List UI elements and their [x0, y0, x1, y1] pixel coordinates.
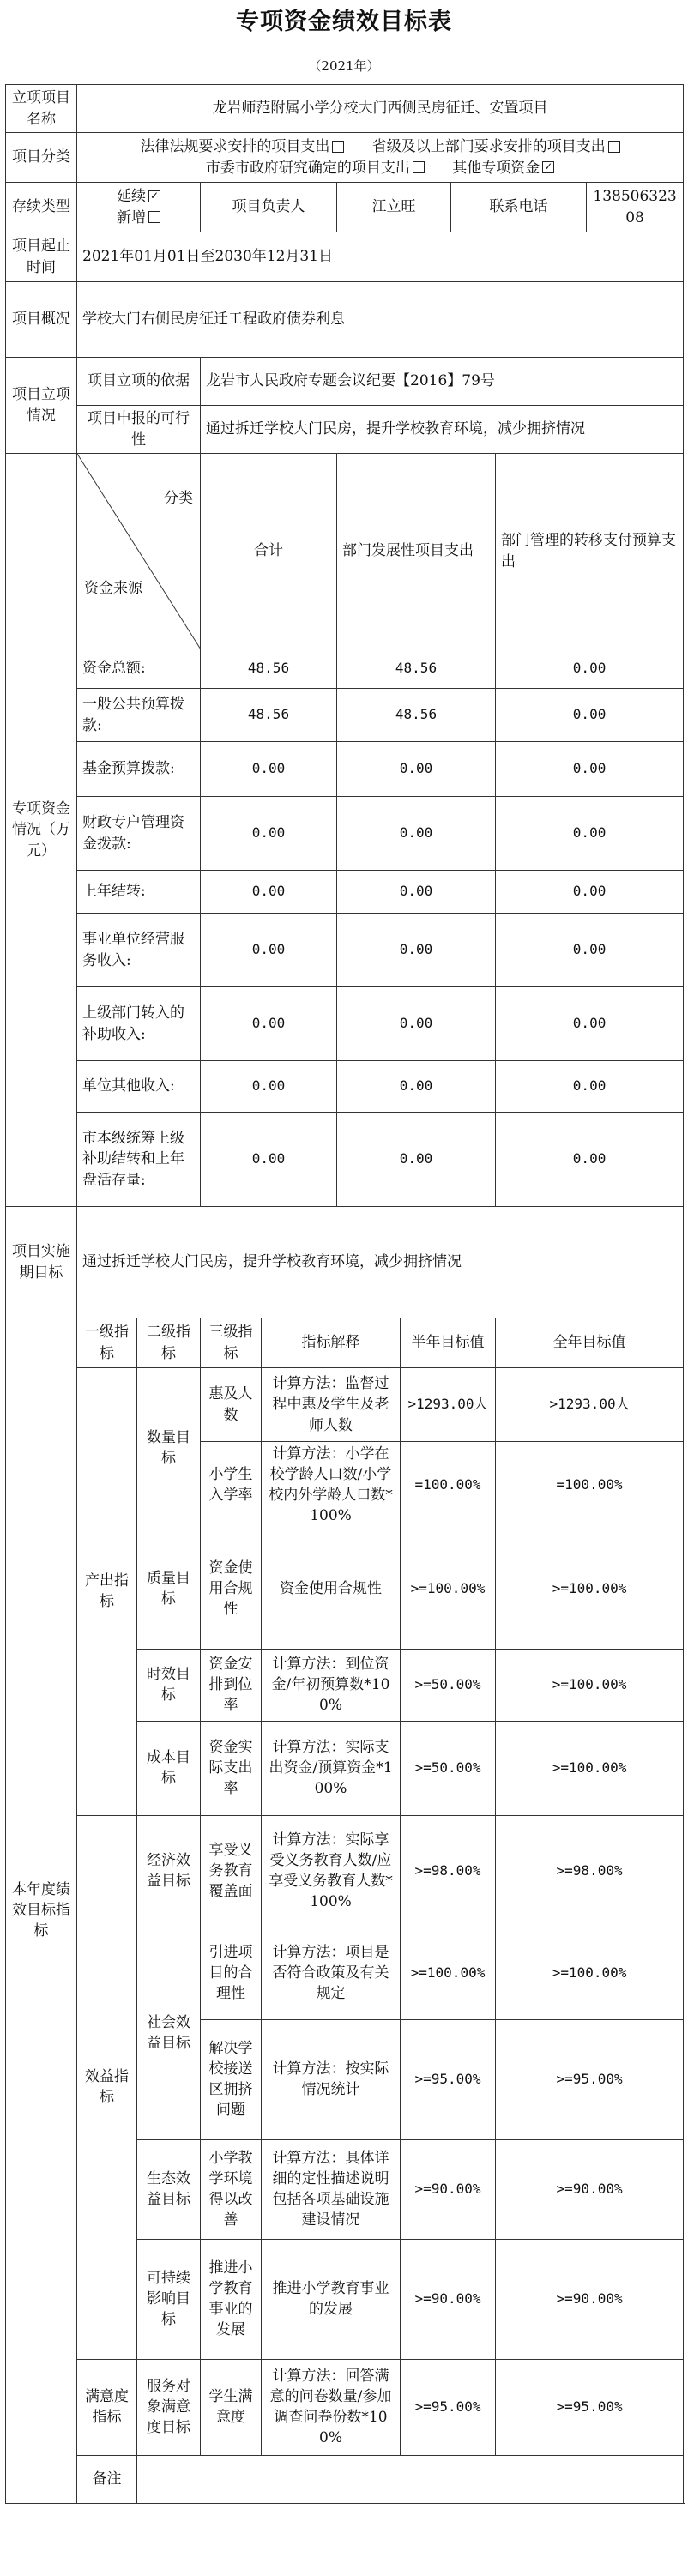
ind-level3: 推进小学教育事业的发展: [201, 2239, 262, 2359]
fund-row-dept: 0.00: [337, 1113, 496, 1207]
fund-row-total: 0.00: [201, 797, 337, 871]
ind-half-value: >=50.00%: [401, 1649, 496, 1721]
ind-level1-satisfaction: 满意度指标: [77, 2359, 137, 2455]
fund-row-total: 0.00: [201, 987, 337, 1061]
fund-row-dept: 0.00: [337, 1061, 496, 1113]
ind-half-value: >=50.00%: [401, 1721, 496, 1815]
row-project-category: [6, 133, 684, 183]
ind-level3: 资金使用合规性: [201, 1529, 262, 1649]
basis-value: 龙岩市人民政府专题会议纪要【2016】79号: [201, 358, 684, 406]
fund-row-total: 48.56: [201, 689, 337, 742]
ind-explain: 计算方法：按实际情况统计: [262, 2019, 401, 2139]
indicator-row: [6, 1815, 684, 1927]
label-project-leader: 项目负责人: [201, 183, 337, 232]
diagonal-line: [77, 454, 201, 649]
impl-goal-value: 通过拆迁学校大门民房，提升学校教育环境，减少拥挤情况: [77, 1207, 684, 1318]
category-option-1: 法律法规要求安排的项目支出: [140, 138, 330, 156]
checkbox-unchecked-icon: [332, 141, 344, 153]
ind-header-level2: 二级指标: [137, 1318, 201, 1368]
ind-level3: 引进项目的合理性: [201, 1927, 262, 2019]
fund-row: [6, 914, 684, 987]
project-period-value: 2021年01月01日至2030年12月31日: [77, 232, 684, 282]
ind-full-value: >=100.00%: [496, 1927, 684, 2019]
fund-row-dept: 0.00: [337, 871, 496, 914]
diagonal-header-cell: [77, 454, 201, 649]
checkbox-checked-icon: ✓: [149, 189, 160, 202]
col-header-total: 合计: [201, 454, 337, 649]
fund-row: [6, 797, 684, 871]
ind-header-half: 半年目标值: [401, 1318, 496, 1368]
ind-level2-quantity: 数量目标: [137, 1368, 201, 1529]
ind-header-level1: 一级指标: [77, 1318, 137, 1368]
year-label: （2021年）: [308, 58, 380, 74]
fund-row-total: 0.00: [201, 742, 337, 797]
checkbox-unchecked-icon: [608, 141, 620, 153]
ind-level3: 学生满意度: [201, 2359, 262, 2455]
ind-level2-social: 社会效益目标: [137, 1927, 201, 2139]
fund-row-label: 单位其他收入:: [77, 1061, 201, 1113]
ind-half-value: >=90.00%: [401, 2239, 496, 2359]
fund-row-label: 基金预算拨款:: [77, 742, 201, 797]
ind-explain: 计算方法：回答满意的问卷数量/参加调查问卷份数*100%: [262, 2359, 401, 2455]
fund-row-transfer: 0.00: [496, 871, 684, 914]
ind-full-value: >=100.00%: [496, 1649, 684, 1721]
fund-row-total: 48.56: [201, 649, 337, 689]
fund-row: [6, 987, 684, 1061]
ind-explain: 资金使用合规性: [262, 1529, 401, 1649]
ind-full-value: =100.00%: [496, 1442, 684, 1529]
ind-header-level3: 三级指标: [201, 1318, 262, 1368]
label-impl-goal: 项目实施期目标: [6, 1207, 77, 1318]
project-name-value: 龙岩师范附属小学分校大门西侧民房征迁、安置项目: [77, 85, 684, 133]
fund-row-total: 0.00: [201, 1061, 337, 1113]
fund-row-transfer: 0.00: [496, 987, 684, 1061]
fund-row-label: 财政专户管理资金拨款:: [77, 797, 201, 871]
continuation-option-2: 新增: [117, 208, 146, 226]
fund-row: [6, 689, 684, 742]
ind-half-value: >=100.00%: [401, 1927, 496, 2019]
category-option-3: 市委市政府研究确定的项目支出: [205, 159, 410, 177]
col-header-dept: 部门发展性项目支出: [337, 454, 496, 649]
fund-row-transfer: 0.00: [496, 742, 684, 797]
ind-half-value: =100.00%: [401, 1442, 496, 1529]
indicator-row: [6, 1368, 684, 1442]
label-continuation-type: 存续类型: [6, 183, 77, 232]
label-remark: 备注: [77, 2455, 137, 2503]
ind-explain: 计算方法：项目是否符合政策及有关规定: [262, 1927, 401, 2019]
project-leader-value: 江立旺: [337, 183, 451, 232]
ind-level2-sustain: 可持续影响目标: [137, 2239, 201, 2359]
label-project-category: 项目分类: [6, 133, 77, 183]
ind-level3: 小学教学环境得以改善: [201, 2139, 262, 2239]
ind-half-value: >1293.00人: [401, 1368, 496, 1442]
fund-row: [6, 742, 684, 797]
fund-row-transfer: 0.00: [496, 689, 684, 742]
fund-row-label: 一般公共预算拨款:: [77, 689, 201, 742]
row-remark: [6, 2455, 684, 2503]
fund-row: [6, 1113, 684, 1207]
checkbox-unchecked-icon: [148, 211, 160, 223]
label-project-name: 立项项目名称: [6, 85, 77, 133]
continuation-options: [77, 183, 201, 232]
fund-row-transfer: 0.00: [496, 797, 684, 871]
ind-level2-ecological: 生态效益目标: [137, 2139, 201, 2239]
fund-row-dept: 48.56: [337, 649, 496, 689]
ind-full-value: >=95.00%: [496, 2019, 684, 2139]
ind-level2-economic: 经济效益目标: [137, 1815, 201, 1927]
ind-half-value: >=90.00%: [401, 2139, 496, 2239]
ind-level1-effect: 效益指标: [77, 1815, 137, 2359]
fund-row-dept: 0.00: [337, 742, 496, 797]
ind-full-value: >=100.00%: [496, 1721, 684, 1815]
feasibility-value: 通过拆迁学校大门民房，提升学校教育环境，减少拥挤情况: [201, 406, 684, 454]
checkbox-checked-icon: ✓: [544, 160, 553, 172]
ind-level3: 资金实际支出率: [201, 1721, 262, 1815]
project-category-value: [77, 133, 684, 183]
label-contact-phone: 联系电话: [451, 183, 587, 232]
ind-explain: 计算方法：到位资金/年初预算数*100%: [262, 1649, 401, 1721]
row-project-period: [6, 232, 684, 282]
ind-half-value: >=95.00%: [401, 2359, 496, 2455]
ind-explain: 计算方法：实际支出资金/预算资金*100%: [262, 1721, 401, 1815]
label-fund-situation: 专项资金情况（万元）: [6, 454, 77, 1207]
contact-phone-value: 13850632308: [587, 183, 684, 232]
fund-row: [6, 649, 684, 689]
fund-row-transfer: 0.00: [496, 649, 684, 689]
ind-full-value: >1293.00人: [496, 1368, 684, 1442]
continuation-option-1: 延续: [117, 188, 146, 206]
fund-row-total: 0.00: [201, 914, 337, 987]
fund-row-label: 市本级统筹上级补助结转和上年盘活存量:: [77, 1113, 201, 1207]
ind-level2-quality: 质量目标: [137, 1529, 201, 1649]
fund-row-label: 资金总额:: [77, 649, 201, 689]
ind-explain: 计算方法：实际享受义务教育人数/应享受义务教育人数*100%: [262, 1815, 401, 1927]
label-annual-goal: 本年度绩效目标指标: [6, 1318, 77, 2504]
ind-level1-output: 产出指标: [77, 1368, 137, 1816]
label-basis: 项目立项的依据: [77, 358, 201, 406]
row-project-overview: [6, 282, 684, 358]
ind-level2-service: 服务对象满意度目标: [137, 2359, 201, 2455]
indicator-row: [6, 2359, 684, 2455]
ind-level2-cost: 成本目标: [137, 1721, 201, 1815]
row-continuation: [6, 183, 684, 232]
fund-row-transfer: 0.00: [496, 1061, 684, 1113]
ind-full-value: >=90.00%: [496, 2139, 684, 2239]
fund-row-transfer: 0.00: [496, 914, 684, 987]
ind-half-value: >=100.00%: [401, 1529, 496, 1649]
ind-level3: 享受义务教育覆盖面: [201, 1815, 262, 1927]
diag-label-source: 资金来源: [84, 579, 142, 597]
fund-row: [6, 871, 684, 914]
diag-label-category: 分类: [164, 490, 193, 507]
ind-level3: 解决学校接送区拥挤问题: [201, 2019, 262, 2139]
ind-explain: 推进小学教育事业的发展: [262, 2239, 401, 2359]
label-feasibility: 项目申报的可行性: [77, 406, 201, 454]
ind-full-value: >=98.00%: [496, 1815, 684, 1927]
performance-table: [5, 84, 684, 2504]
fund-row-dept: 0.00: [337, 914, 496, 987]
checkbox-unchecked-icon: [413, 161, 425, 173]
label-project-overview: 项目概况: [6, 282, 77, 358]
ind-half-value: >=98.00%: [401, 1815, 496, 1927]
fund-row-total: 0.00: [201, 871, 337, 914]
fund-row-dept: 48.56: [337, 689, 496, 742]
ind-explain: 计算方法：监督过程中惠及学生及老师人数: [262, 1368, 401, 1442]
ind-half-value: >=95.00%: [401, 2019, 496, 2139]
project-overview-value: 学校大门右侧民房征迁工程政府债券利息: [77, 282, 684, 358]
ind-level3: 小学生入学率: [201, 1442, 262, 1529]
ind-level3: 资金安排到位率: [201, 1649, 262, 1721]
ind-full-value: >=95.00%: [496, 2359, 684, 2455]
ind-header-full: 全年目标值: [496, 1318, 684, 1368]
col-header-transfer: 部门管理的转移支付预算支出: [496, 454, 684, 649]
row-funds-header: [6, 454, 684, 649]
ind-explain: 计算方法：小学在校学龄人口数/小学校内外学龄人口数*100%: [262, 1442, 401, 1529]
label-project-basis-group: 项目立项情况: [6, 358, 77, 454]
fund-row-label: 事业单位经营服务收入:: [77, 914, 201, 987]
ind-full-value: >=90.00%: [496, 2239, 684, 2359]
fund-row-dept: 0.00: [337, 987, 496, 1061]
page-title: 专项资金绩效目标表: [236, 9, 452, 35]
row-impl-goal: [6, 1207, 684, 1318]
row-project-feasibility: [6, 406, 684, 454]
ind-level2-time: 时效目标: [137, 1649, 201, 1721]
ind-explain: 计算方法：具体详细的定性描述说明包括各项基础设施建设情况: [262, 2139, 401, 2239]
row-project-name: [6, 85, 684, 133]
ind-level3: 惠及人数: [201, 1368, 262, 1442]
row-indicator-header: [6, 1318, 684, 1368]
row-project-basis: [6, 358, 684, 406]
category-option-4: 其他专项资金: [452, 159, 540, 177]
category-option-2: 省级及以上部门要求安排的项目支出: [371, 138, 606, 156]
remark-value: [137, 2455, 684, 2503]
fund-row-label: 上年结转:: [77, 871, 201, 914]
ind-header-explain: 指标解释: [262, 1318, 401, 1368]
fund-row-transfer: 0.00: [496, 1113, 684, 1207]
label-project-period: 项目起止时间: [6, 232, 77, 282]
fund-row-total: 0.00: [201, 1113, 337, 1207]
fund-row: [6, 1061, 684, 1113]
fund-row-dept: 0.00: [337, 797, 496, 871]
ind-full-value: >=100.00%: [496, 1529, 684, 1649]
fund-row-label: 上级部门转入的补助收入:: [77, 987, 201, 1061]
